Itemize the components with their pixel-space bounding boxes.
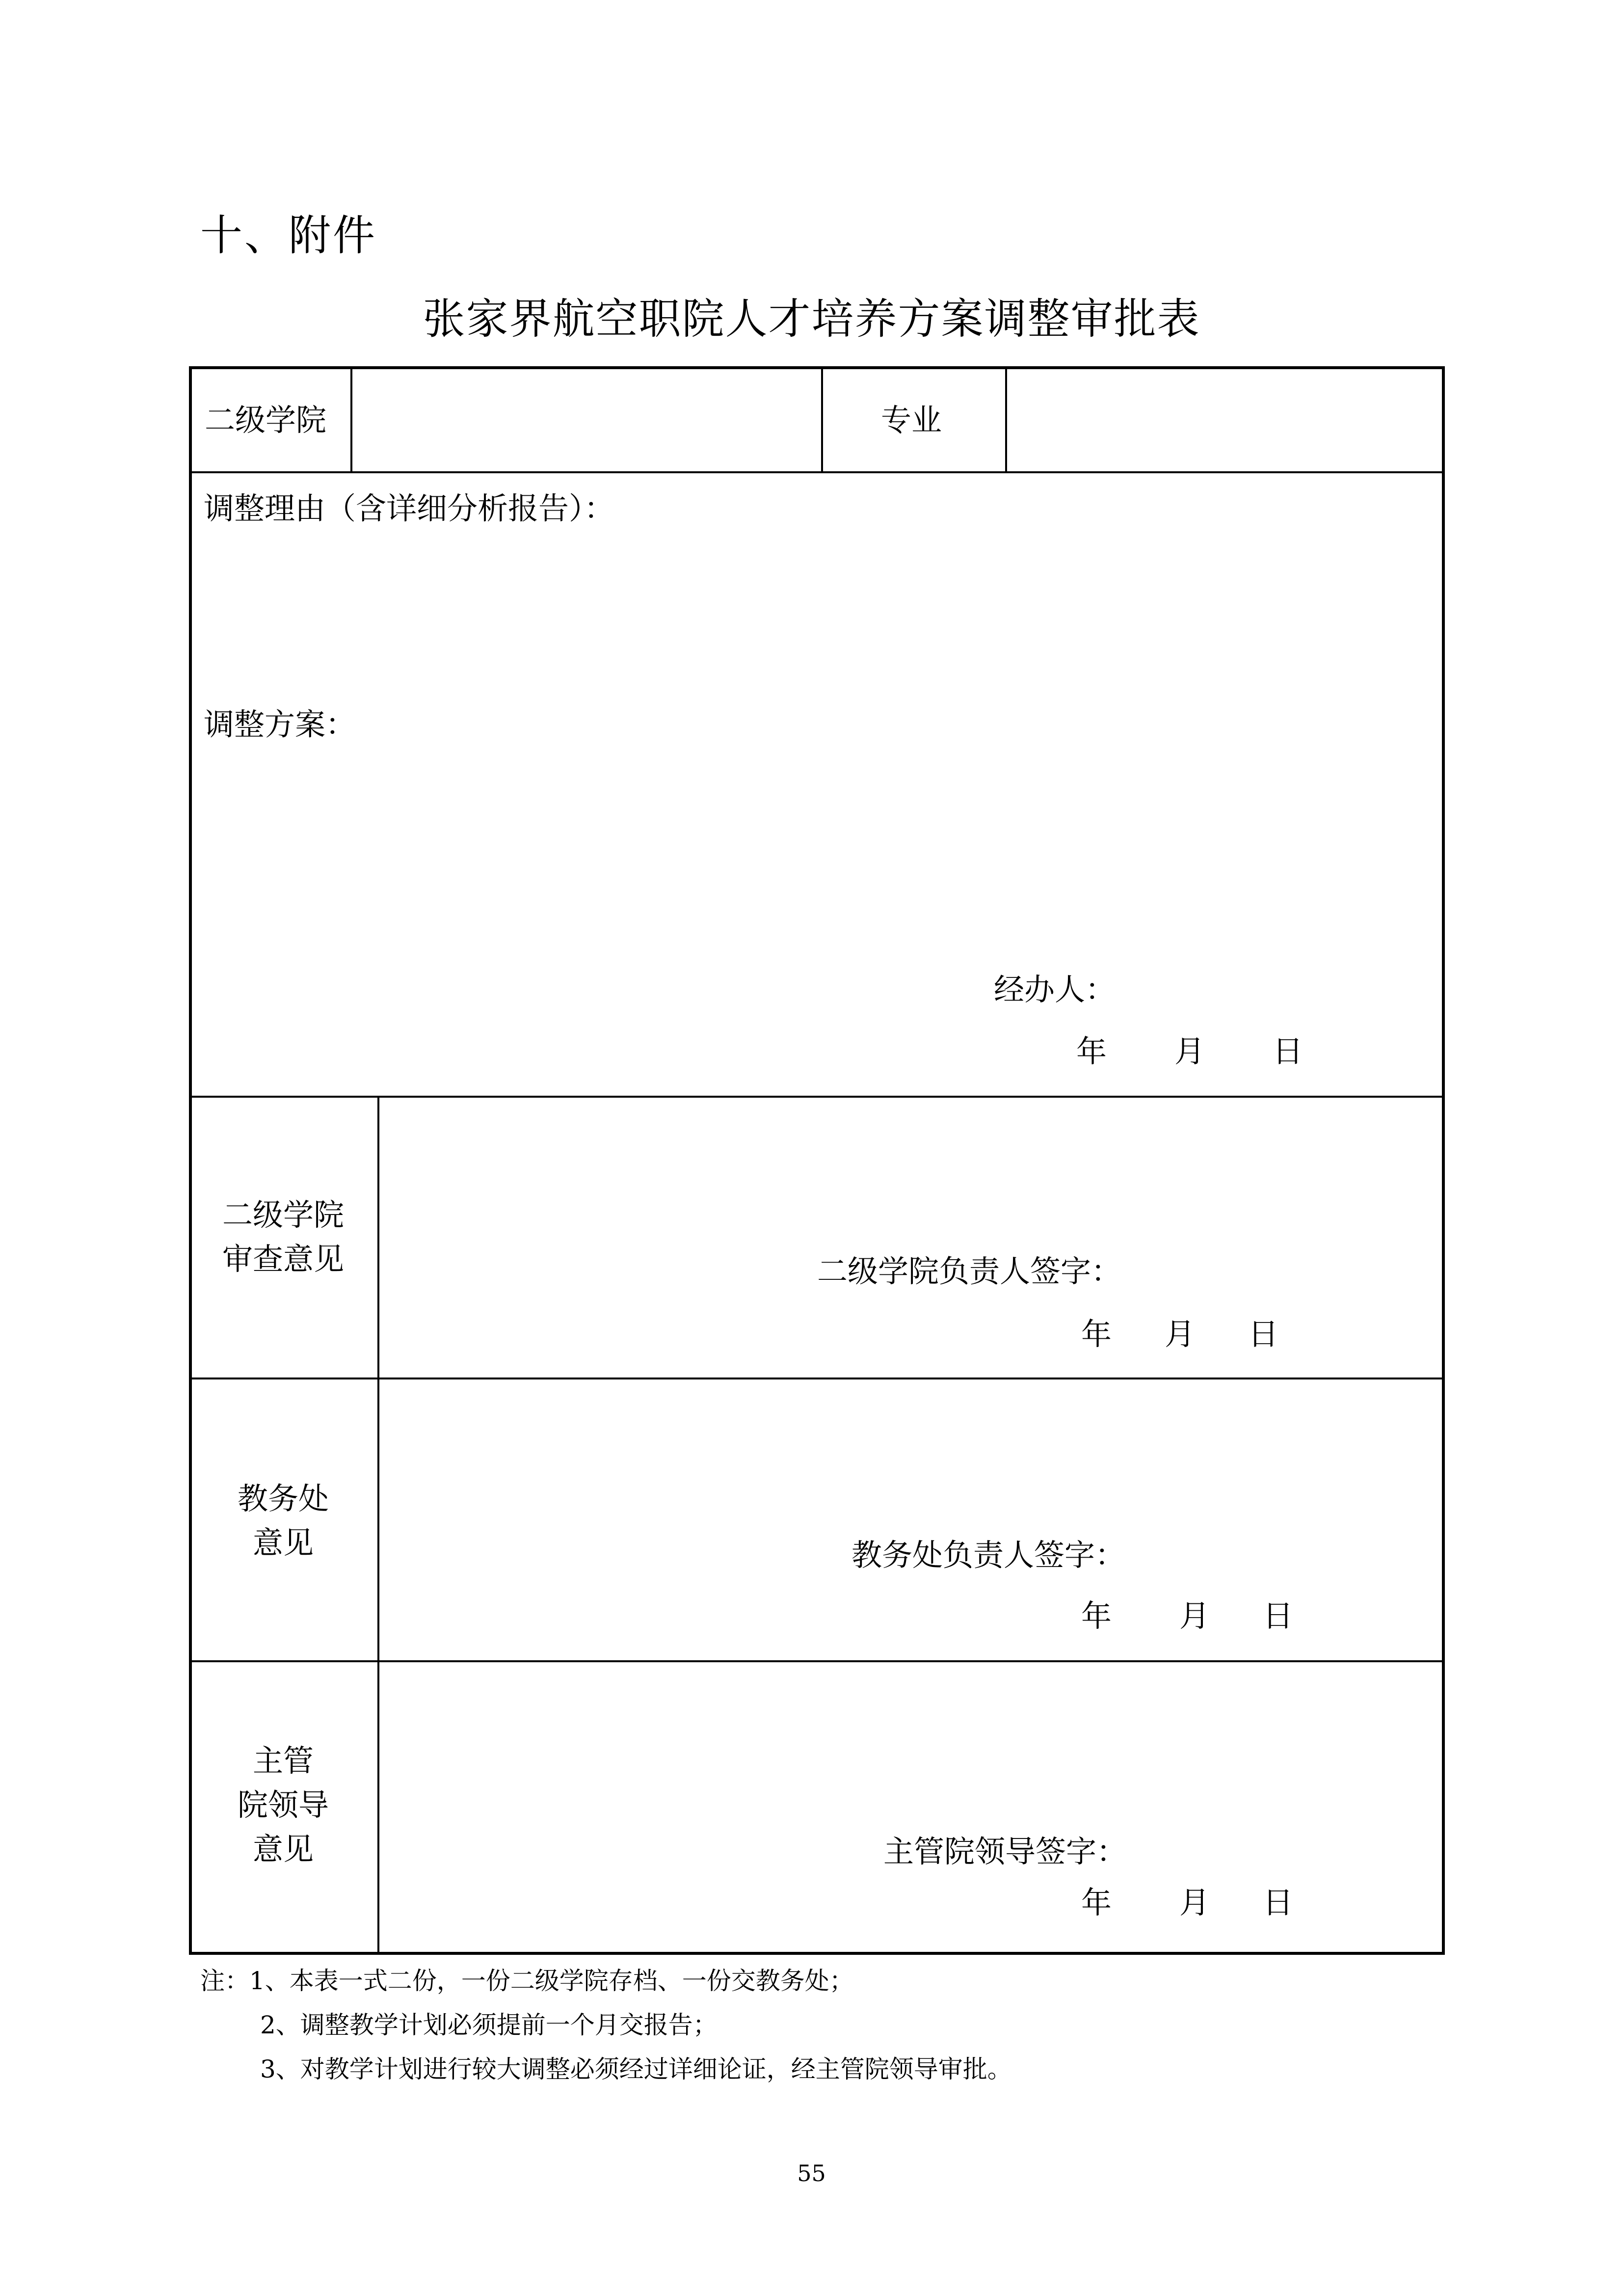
col-divider (377, 1096, 379, 1955)
leader-label-line2: 院领导 (237, 1787, 329, 1823)
academic-affairs-label-line1: 教务处 (237, 1481, 329, 1516)
date-month: 月 (1179, 1598, 1210, 1634)
college-review-label-line1: 二级学院 (222, 1197, 344, 1233)
academic-affairs-label-line2: 意见 (252, 1525, 314, 1561)
leader-label (189, 1739, 377, 1871)
major-label: 专业 (881, 402, 942, 438)
college-review-sign-label: 二级学院负责人签字： (817, 1253, 1122, 1289)
date-year: 年 (1081, 1885, 1112, 1920)
college-label: 二级学院 (205, 402, 327, 438)
date-day: 日 (1263, 1885, 1294, 1920)
row-divider (189, 471, 1445, 473)
form-title: 张家界航空职院人才培养方案调整审批表 (423, 295, 1200, 344)
approval-form-table (189, 366, 1445, 1955)
college-field[interactable] (366, 399, 807, 442)
academic-affairs-sign-label: 教务处负责人签字： (851, 1537, 1126, 1573)
col-divider (1005, 366, 1007, 472)
col-divider (821, 366, 823, 472)
adjustment-reason-label: 调整理由（含详细分析报告）： (204, 490, 615, 526)
leader-label-line1: 主管 (252, 1743, 314, 1779)
college-review-label-line2: 审查意见 (222, 1241, 344, 1277)
college-review-label (189, 1193, 377, 1281)
date-year: 年 (1076, 1033, 1107, 1069)
note-line-3: 3、对教学计划进行较大调整必须经过详细论证，经主管院领导审批。 (260, 2055, 1012, 2083)
date-month: 月 (1174, 1033, 1205, 1069)
date-day: 日 (1248, 1316, 1279, 1352)
date-year: 年 (1081, 1598, 1112, 1634)
note-line-1: 注：1、本表一式二份，一份二级学院存档、一份交教务处； (200, 1967, 854, 1995)
leader-label-line3: 意见 (252, 1831, 314, 1867)
date-day: 日 (1263, 1598, 1294, 1634)
date-year: 年 (1081, 1316, 1112, 1352)
date-month: 月 (1165, 1316, 1196, 1352)
handler-label: 经办人： (994, 972, 1116, 1007)
adjustment-plan-label: 调整方案： (204, 706, 356, 742)
date-day: 日 (1273, 1033, 1304, 1069)
academic-affairs-label (189, 1477, 377, 1565)
note-line-2: 2、调整教学计划必须提前一个月交报告； (260, 2011, 718, 2039)
section-heading: 十、附件 (200, 211, 377, 260)
page-number: 55 (797, 2160, 826, 2187)
date-month: 月 (1179, 1885, 1210, 1920)
major-field[interactable] (1023, 399, 1426, 442)
col-divider (350, 366, 352, 472)
leader-sign-label: 主管院领导签字： (883, 1834, 1127, 1869)
